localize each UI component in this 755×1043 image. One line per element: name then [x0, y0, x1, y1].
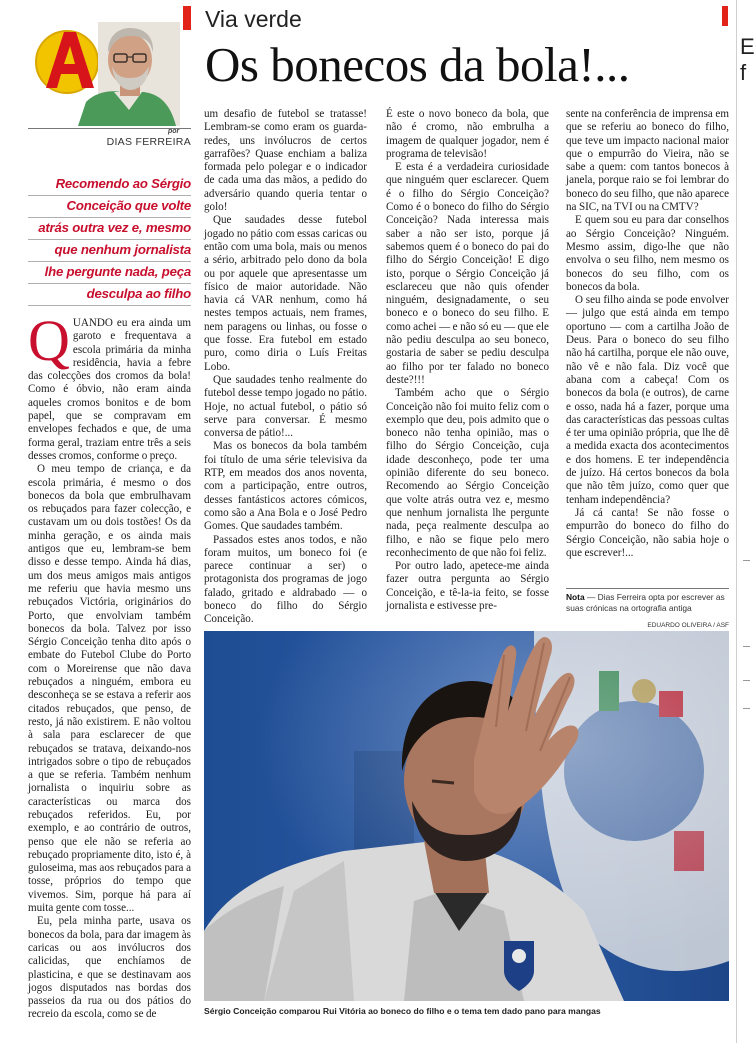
article-column-1 [28, 308, 191, 1022]
author-by: por [168, 128, 180, 135]
author-photo [34, 22, 180, 126]
next-page-edge [740, 0, 755, 100]
article-paragraph: um desafio de futebol se tratasse! Lembram-se como eram os guarda-redes, uns invólucros de certos garrafões? Quase enchiam a baliza formada pelo polegar e o indicador de cada uma das mãos, a pedido do adversário quando queria tentar o golo! [204, 108, 367, 214]
article-column-2 [204, 108, 367, 627]
drop-cap: Q [28, 308, 70, 373]
next-page-rule [743, 680, 750, 681]
page-gutter [736, 0, 737, 1043]
article-column-4 [566, 108, 729, 560]
note-rule [566, 588, 729, 589]
note-label: Nota [566, 592, 585, 602]
pull-quote [28, 174, 191, 306]
pull-quote-line: atrás outra vez e, mesmo [28, 218, 191, 240]
next-page-rule [743, 708, 750, 709]
article-paragraph: É este o novo boneco da bola, que não é cromo, não embrulha a imagem de qualquer jogador, nem é programa de televisão! [386, 108, 549, 160]
note-text: — Dias Ferreira opta por escrever as suas crónicas na ortografia antiga [566, 592, 725, 613]
author-note [566, 592, 732, 613]
next-page-marker [722, 6, 728, 26]
article-paragraph: Já cá canta! Se não fosse o empurrão do boneco do filho do Sérgio Conceição, não sabia hoje o que escrever!... [566, 506, 729, 559]
next-page-letter: f [740, 60, 747, 85]
pull-quote-line: desculpa ao filho [28, 284, 191, 306]
article-paragraph: Mas os bonecos da bola também foi título de uma série televisiva da RTP, em meados dos anos noventa, com a participação, entre outros, desses fantásticos actores cómicos, como são a Ana Bola e o José Pedro Gomes. Que saudades também. [204, 440, 367, 533]
article-paragraph: Que saudades desse futebol jogado no pátio com essas caricas ou então com uma bola, mais ou menos a sério, arbitrado pelo dono da bola ou por aquele que apresentasse um físico de maior autoridade. Não havia cá VAR nenhum, como há nestes tempos actuais, nem frames, nem paragens ou linhas, ou fosse o que fosse. Era futebol em estado puro, como diria o Luís Freitas Lobo. [204, 214, 367, 373]
pull-quote-line: Recomendo ao Sérgio [28, 174, 191, 196]
article-paragraph: UANDO eu era ainda um garoto e frequentava a escola primária da minha residência, havia a febre das colecções dos cromos da bola! Como é óbvio, não eram ainda aqueles cromos bonitos e de bom papel, que se compravam em envelopes fechados e que, de uma forma geral, traziam entre três a seis desses cromos, conforme o preço. [28, 317, 191, 462]
section-marker [183, 6, 191, 30]
article-column-3 [386, 108, 549, 613]
photo-credit: EDUARDO OLIVEIRA / ASF [647, 622, 729, 629]
photo-caption: Sérgio Conceição comparou Rui Vitória ao boneco do filho e o tema tem dado pano para mangas [204, 1006, 601, 1016]
article-paragraph: Também acho que o Sérgio Conceição não foi muito feliz com o exemplo que deu, pois admito que o boneco não tenha opinião, mas o filho do Sérgio Conceição, cuja idade desconheço, pode ter uma opinião diferente do seu boneco. Recomendo ao Sérgio Conceição que volte atrás outra vez e, mesmo que nenhum jornalista lhe pergunte nada, peça realmente desculpa ao filho, e não se fique pelo mero reconhecimento de que não foi feliz. [386, 387, 549, 559]
pull-quote-line: que nenhum jornalista [28, 240, 191, 262]
article-paragraph: Eu, pela minha parte, usava os bonecos da bola, para dar imagem às caricas ou aos invólucros dos calicidas, que enchíamos de plasticina, e que se destinavam aos jogos disputados nas bordas dos passeios da rua ou dos pátios do recreio da escola, como se de [28, 915, 191, 1021]
article-paragraph: sente na conferência de imprensa em que se referiu ao boneco do filho, que teve um impacto nacional maior que o empurrão do Vieira, não se sabe a quem: com tantos bonecos à janela, porque raio se foi lembrar do boneco do seu filho, que não aparece na SIC, na TVI ou na CMTV? [566, 108, 729, 214]
next-page-rule [743, 646, 750, 647]
section-label: Via verde [205, 6, 302, 32]
article-paragraph: O meu tempo de criança, e da escola primária, é mesmo o dos bonecos da bola que embrulhavam os rebuçados para fazer colecção, e custavam um ou dois tostões! Os da minha geração, e os ainda mais antigos que eu, lembram-se bem disso e desse tempo. Ainda há dias, um dos meus amigos mais antigos me referiu que havia mesmo uns rebuçados Victória, originários do Porto, que envolviam também bonecos da bola. Talvez por isso Sérgio Conceição tenha dito após o embate do Futebol Clube do Porto com o Moreirense que não dava rebuçados a ninguém, embora eu desconheça se se estava a referir aos citados rebuçados, que penso, de resto, já não existirem. E não voltou à sala para esclarecer de que rebuçados se tratava, deixando-nos intrigados sobre o tipo de rebuçados a que se referia. Também nenhum jornalista o inquiriu sobre as características ou marca dos rebuçados referidos. Eu, por exemplo, e ao contrário de outros, penso que ele não se referia ao rebuçado propriamente dito, isto é, à guloseima, mas aos rebuçados para a tosse, próprios do tempo que vivemos. Sim, porque há para aí muita gente com tosse... [28, 463, 191, 915]
author-name: DIAS FERREIRA [106, 136, 191, 148]
article-paragraph: Que saudades tenho realmente do futebol desse tempo jogado no pátio. Hoje, no actual futebol, o pátio só serve para conversar. É mesmo conversa de pátio!... [204, 373, 367, 440]
next-page-letter: E [740, 34, 755, 59]
headline: Os bonecos da bola!... [205, 37, 630, 92]
article-paragraph: O seu filho ainda se pode envolver — julgo que está ainda em tempo oportuno — com a cartilha João de Deus. Para o boneco do seu filho não há cartilha, porque ele não ouve, não vê e não fala. Diz você que abana com a cabeça! Com os bonecos da bola (e outros), de carne e osso, nada há a fazer, porque uma das características das pessoas cultas é ter uma opinião própria, que lhe dê a medida exacta dos acontecimentos e dos homens. E ter independência de juízo. Há certos bonecos da bola que não têm juízo, como quer que tenham independência? [566, 294, 729, 506]
article-paragraph: Passados estes anos todos, e não foram muitos, um boneco foi (e parece continuar a ser) o protagonista dos programas de jogo falado, gritado e aldrabado — o boneco do filho do Sérgio Conceição. [204, 533, 367, 626]
article-paragraph: Por outro lado, apetece-me ainda fazer outra pergunta ao Sérgio Conceição, e tê-la-ia feito, se fosse jornalista e estivesse pre- [386, 560, 549, 612]
article-paragraph: E esta é a verdadeira curiosidade que ninguém quer esclarecer. Quem é o filho do Sérgio Conceição? Como é o boneco do filho do Sérgio Conceição? Nada interessa mais saber a não ser isto, porque já sabemos quem é o boneco do pai do filho do Sérgio Conceição! E digo isto, porque o Sérgio Conceição já esclareceu que não quis ofender ninguém, designadamente, o seu boneco e o boneco do seu filho. E como achei — e não só eu — que ele não pediu desculpa ao seu boneco, gostaria de saber se pediu desculpa ao filho por ter falado no boneco deste?!!! [386, 161, 549, 386]
article-paragraph: E quem sou eu para dar conselhos ao Sérgio Conceição? Ninguém. Mesmo assim, digo-lhe que não envolva o seu filho, nem mesmo os bonecos do seu filho, com os bonecos da bola. [566, 214, 729, 293]
main-photo [204, 631, 729, 1001]
pull-quote-line: Conceição que volte [28, 196, 191, 218]
next-page-rule [743, 560, 750, 561]
author-rule [28, 128, 191, 129]
pull-quote-line: lhe pergunte nada, peça [28, 262, 191, 284]
